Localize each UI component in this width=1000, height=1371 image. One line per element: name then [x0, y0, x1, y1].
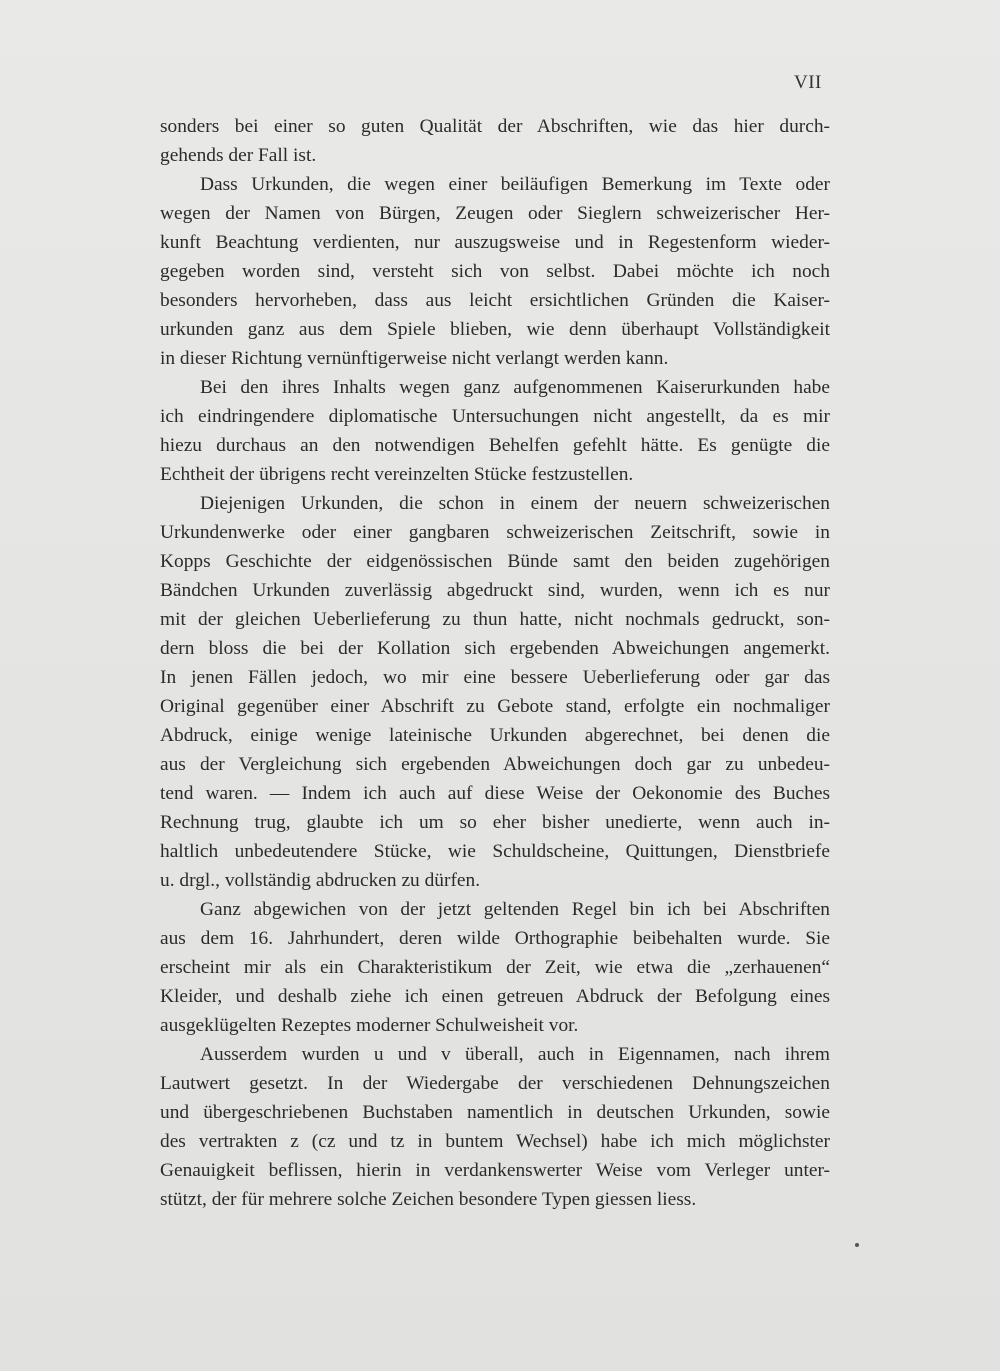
text-line: Ausserdem wurden u und v überall, auch in Eigennamen, nach ihrem: [200, 1044, 830, 1065]
text-line: besonders hervorheben, dass aus leicht ersichtlichen Gründen die Kaiser-: [160, 290, 830, 311]
text-line: Genauigkeit beflissen, hierin in verdankenswerter Weise vom Verleger unter-: [160, 1160, 830, 1181]
text-line: Kleider, und deshalb ziehe ich einen getreuen Abdruck der Befolgung eines: [160, 986, 830, 1007]
text-line: hiezu durchaus an den notwendigen Behelfen gefehlt hätte. Es genügte die: [160, 435, 830, 456]
paragraph: [160, 895, 830, 1040]
page-number: VII: [794, 72, 822, 93]
text-line: urkunden ganz aus dem Spiele blieben, wie denn überhaupt Vollständigkeit: [160, 319, 830, 340]
paragraph: [160, 373, 830, 489]
text-line: mit der gleichen Ueberlieferung zu thun hatte, nicht nochmals gedruckt, son-: [160, 609, 830, 630]
text-line: Urkundenwerke oder einer gangbaren schweizerischen Zeitschrift, sowie in: [160, 522, 830, 543]
text-line: des vertrakten z (cz und tz in buntem Wechsel) habe ich mich möglichster: [160, 1131, 830, 1152]
text-line: Echtheit der übrigens recht vereinzelten Stücke festzustellen.: [160, 464, 634, 485]
text-line: und übergeschriebenen Buchstaben namentlich in deutschen Urkunden, sowie: [160, 1102, 830, 1123]
text-line: dern bloss die bei der Kollation sich ergebenden Abweichungen angemerkt.: [160, 638, 830, 659]
paragraph: [160, 170, 830, 373]
paper-speck: [855, 1243, 859, 1247]
text-line: Kopps Geschichte der eidgenössischen Bünde samt den beiden zugehörigen: [160, 551, 830, 572]
text-line: Bändchen Urkunden zuverlässig abgedruckt sind, wurden, wenn ich es nur: [160, 580, 830, 601]
text-line: aus dem 16. Jahrhundert, deren wilde Orthographie beibehalten wurde. Sie: [160, 928, 830, 949]
text-line: Abdruck, einige wenige lateinische Urkunden abgerechnet, bei denen die: [160, 725, 830, 746]
text-line: gegeben worden sind, versteht sich von selbst. Dabei möchte ich noch: [160, 261, 830, 282]
text-line: Ganz abgewichen von der jetzt geltenden Regel bin ich bei Abschriften: [200, 899, 830, 920]
text-line: wegen der Namen von Bürgen, Zeugen oder Sieglern schweizerischer Her-: [160, 203, 830, 224]
text-line: kunft Beachtung verdienten, nur auszugsweise und in Regestenform wieder-: [160, 232, 830, 253]
text-line: Dass Urkunden, die wegen einer beiläufigen Bemerkung im Texte oder: [200, 174, 830, 195]
text-line: ausgeklügelten Rezeptes moderner Schulweisheit vor.: [160, 1015, 579, 1036]
text-line: u. drgl., vollständig abdrucken zu dürfen.: [160, 870, 481, 891]
text-line: In jenen Fällen jedoch, wo mir eine bessere Ueberlieferung oder gar das: [160, 667, 830, 688]
text-line: stützt, der für mehrere solche Zeichen besondere Typen giessen liess.: [160, 1189, 697, 1210]
text-line: haltlich unbedeutendere Stücke, wie Schuldscheine, Quittungen, Dienstbriefe: [160, 841, 830, 862]
paragraph: [160, 489, 830, 895]
text-line: ich eindringendere diplomatische Untersuchungen nicht angestellt, da es mir: [160, 406, 830, 427]
text-line: aus der Vergleichung sich ergebenden Abweichungen doch gar zu unbedeu-: [160, 754, 830, 775]
text-line: Bei den ihres Inhalts wegen ganz aufgenommenen Kaiserurkunden habe: [200, 377, 830, 398]
text-line: erscheint mir als ein Charakteristikum der Zeit, wie etwa die „zerhauenen“: [160, 957, 830, 978]
text-line: gehends der Fall ist.: [160, 145, 317, 166]
text-line: sonders bei einer so guten Qualität der Abschriften, wie das hier durch-: [160, 116, 830, 137]
paragraph: [160, 112, 830, 170]
text-line: Diejenigen Urkunden, die schon in einem der neuern schweizerischen: [200, 493, 830, 514]
text-line: Rechnung trug, glaubte ich um so eher bisher unedierte, wenn auch in-: [160, 812, 830, 833]
text-line: Lautwert gesetzt. In der Wiedergabe der verschiedenen Dehnungszeichen: [160, 1073, 830, 1094]
text-line: Original gegenüber einer Abschrift zu Gebote stand, erfolgte ein nochmaliger: [160, 696, 830, 717]
body-text: [160, 112, 830, 1214]
text-line: in dieser Richtung vernünftigerweise nicht verlangt werden kann.: [160, 348, 669, 369]
text-line: tend waren. — Indem ich auch auf diese Weise der Oekonomie des Buches: [160, 783, 830, 804]
paragraph: [160, 1040, 830, 1214]
